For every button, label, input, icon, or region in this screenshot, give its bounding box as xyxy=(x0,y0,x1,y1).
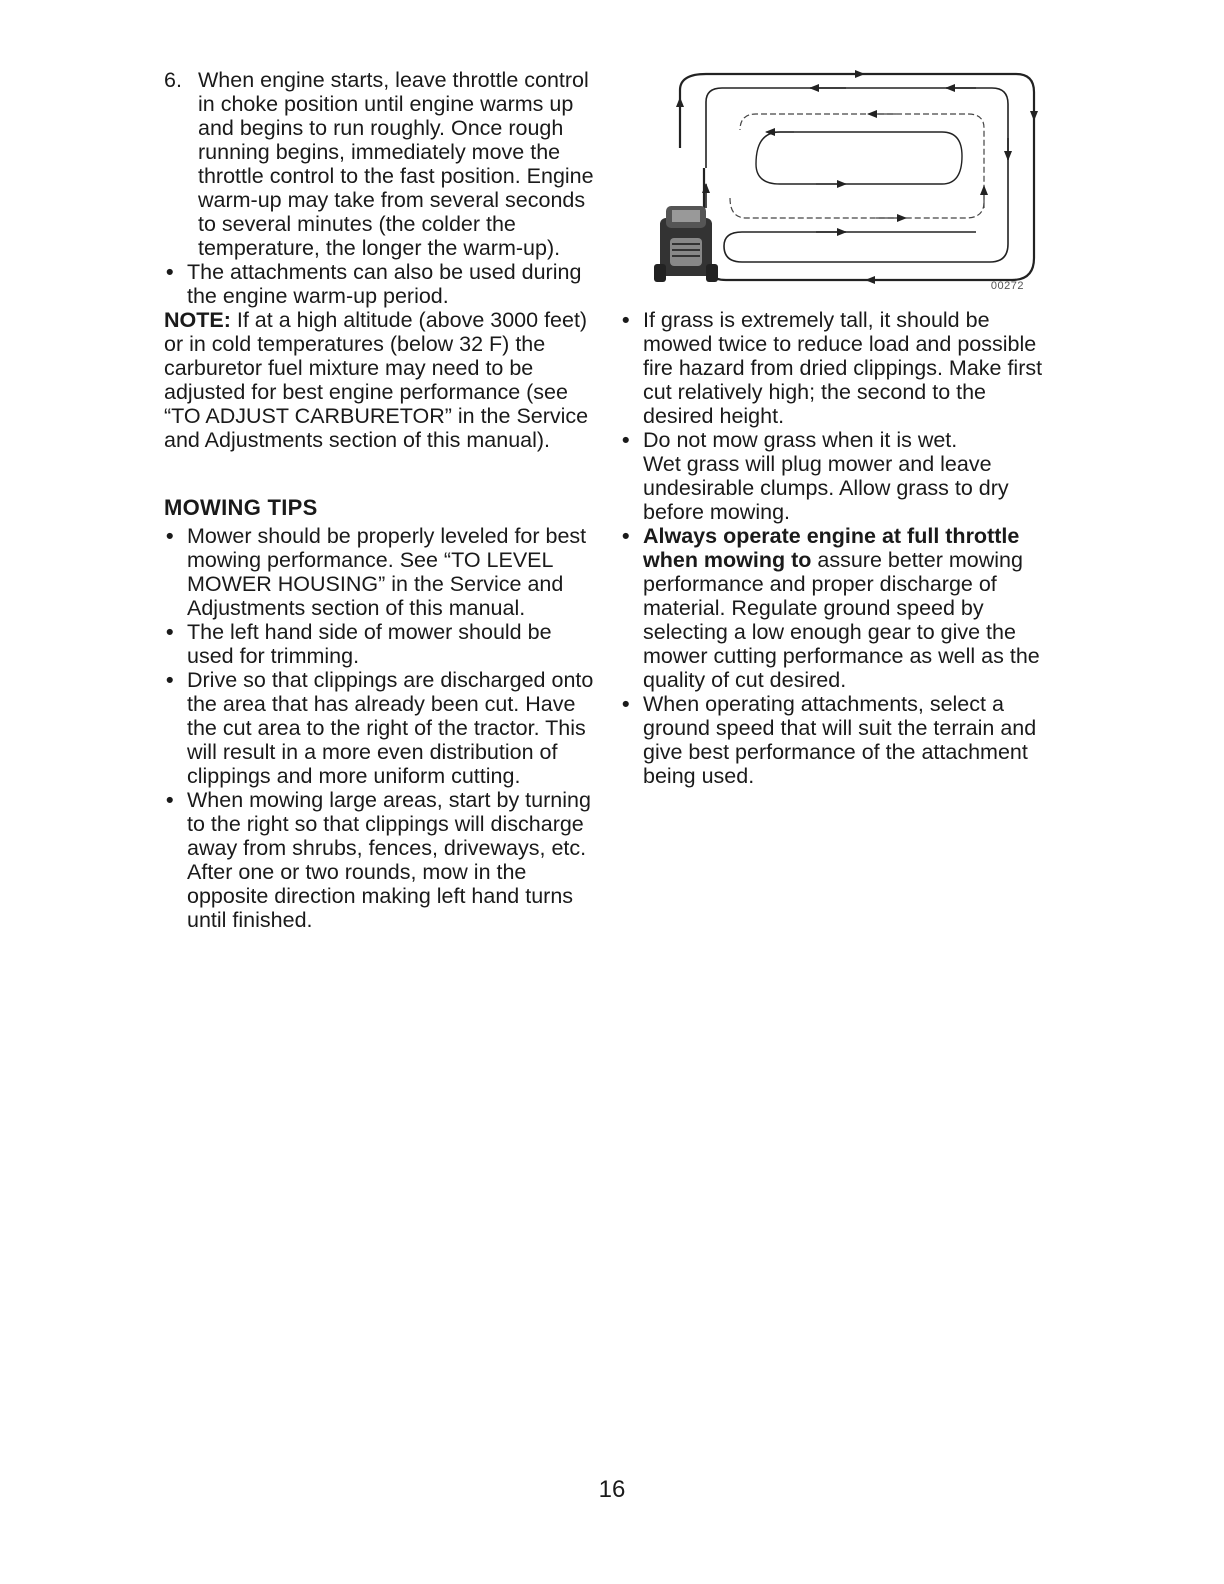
list-item-text: The left hand side of mower should be used for trimming. xyxy=(187,620,552,668)
list-item: • The left hand side of mower should be used for trimming. xyxy=(164,620,594,668)
mowing-path-diagram xyxy=(646,68,1046,300)
note-text: If at a high altitude (above 3000 feet) or in cold temperatures (below 32 F) the carburetor fuel mixture may need to be adjusted for best engine performance (see “TO ADJUST CARBURETOR” in the Service and Adjustments section of this manual). xyxy=(164,308,589,452)
warmup-attachment-text: The attachments can also be used during the engine warm-up period. xyxy=(187,260,582,308)
right-column xyxy=(620,68,1060,788)
section-heading: MOWING TIPS xyxy=(164,495,318,520)
list-item-text: Drive so that clippings are discharged onto the area that has already been cut. Have the cut area to the right of the tractor. This will result in a more even distribution of clippings and more uniform cutting. xyxy=(187,668,594,788)
figure-code: 00272 xyxy=(990,280,1024,292)
note-paragraph xyxy=(164,308,594,452)
list-item: • Always operate engine at full throttle when mowing to assure better mowing performance and proper discharge of material. Regulate ground speed by selecting a low enough gear to give the mower cutting performance as well as the quality of cut desired. xyxy=(620,524,1060,692)
list-item: • When operating attachments, select a ground speed that will suit the terrain and give best performance of the attachment being used. xyxy=(620,692,1060,788)
list-item: • Mower should be properly leveled for best mowing performance. See “TO LEVEL MOWER HOUSING” in the Service and Adjustments section of this manual. xyxy=(164,524,594,620)
warmup-attachment-bullet: • The attachments can also be used during the engine warm-up period. xyxy=(164,260,594,308)
inner-path xyxy=(756,132,962,184)
tractor-icon xyxy=(654,206,718,282)
list-item-text: Always operate engine at full throttle when mowing to assure better mowing performance and proper discharge of material. Regulate ground speed by selecting a low enough gear to give the mower cutting performance as well as the quality of cut desired. xyxy=(643,524,1040,692)
list-item-text: Mower should be properly leveled for best mowing performance. See “TO LEVEL MOWER HOUSING” in the Service and Adjustments section of this manual. xyxy=(187,524,587,620)
wet-grass-note: Wet grass will plug mower and leave undesirable clumps. Allow grass to dry before mowing. xyxy=(643,452,1009,524)
list-item-text: When operating attachments, select a ground speed that will suit the terrain and give best performance of the attachment being used. xyxy=(643,692,1037,788)
note-label: NOTE: xyxy=(164,308,231,332)
step-6 xyxy=(164,68,594,260)
page-number: 16 xyxy=(598,1476,626,1503)
outer-path xyxy=(680,74,1034,280)
list-item-text: If grass is extremely tall, it should be mowed twice to reduce load and possible fire hazard from dried clippings. Make first cut relatively high; the second to the desired height. xyxy=(643,308,1043,428)
list-item: • If grass is extremely tall, it should be mowed twice to reduce load and possible fire hazard from dried clippings. Make first cut relatively high; the second to the desired height. xyxy=(620,308,1060,428)
list-item-text: When mowing large areas, start by turning to the right so that clippings will discharge away from shrubs, fences, driveways, etc. After one or two rounds, mow in the opposite direction making left hand turns until finished. xyxy=(187,788,591,932)
list-item: • Drive so that clippings are discharged onto the area that has already been cut. Have the cut area to the right of the tractor. This will result in a more even distribution of clippings and more uniform cutting. xyxy=(166,668,594,788)
third-path xyxy=(730,114,984,218)
list-item: • When mowing large areas, start by turning to the right so that clippings will discharge away from shrubs, fences, driveways, etc. After one or two rounds, mow in the opposite direction making left hand turns until finished. xyxy=(164,788,594,932)
list-item-text: Do not mow grass when it is wet. xyxy=(643,428,958,452)
list-item: • Do not mow grass when it is wet. Wet grass will plug mower and leave undesirable clumps. Allow grass to dry before mowing. xyxy=(620,428,1060,524)
step-number: 6. xyxy=(164,68,182,92)
left-column xyxy=(164,68,594,932)
mowing-pattern-figure xyxy=(646,68,1046,300)
step-6-text: When engine starts, leave throttle control in choke position until engine warms up and begins to run roughly. Once rough running begins, immediately move the throttle control to the fast position. Engine warm-up may take from several seconds to several minutes (the colder the temperature, the longer the warm-up). xyxy=(198,68,594,260)
